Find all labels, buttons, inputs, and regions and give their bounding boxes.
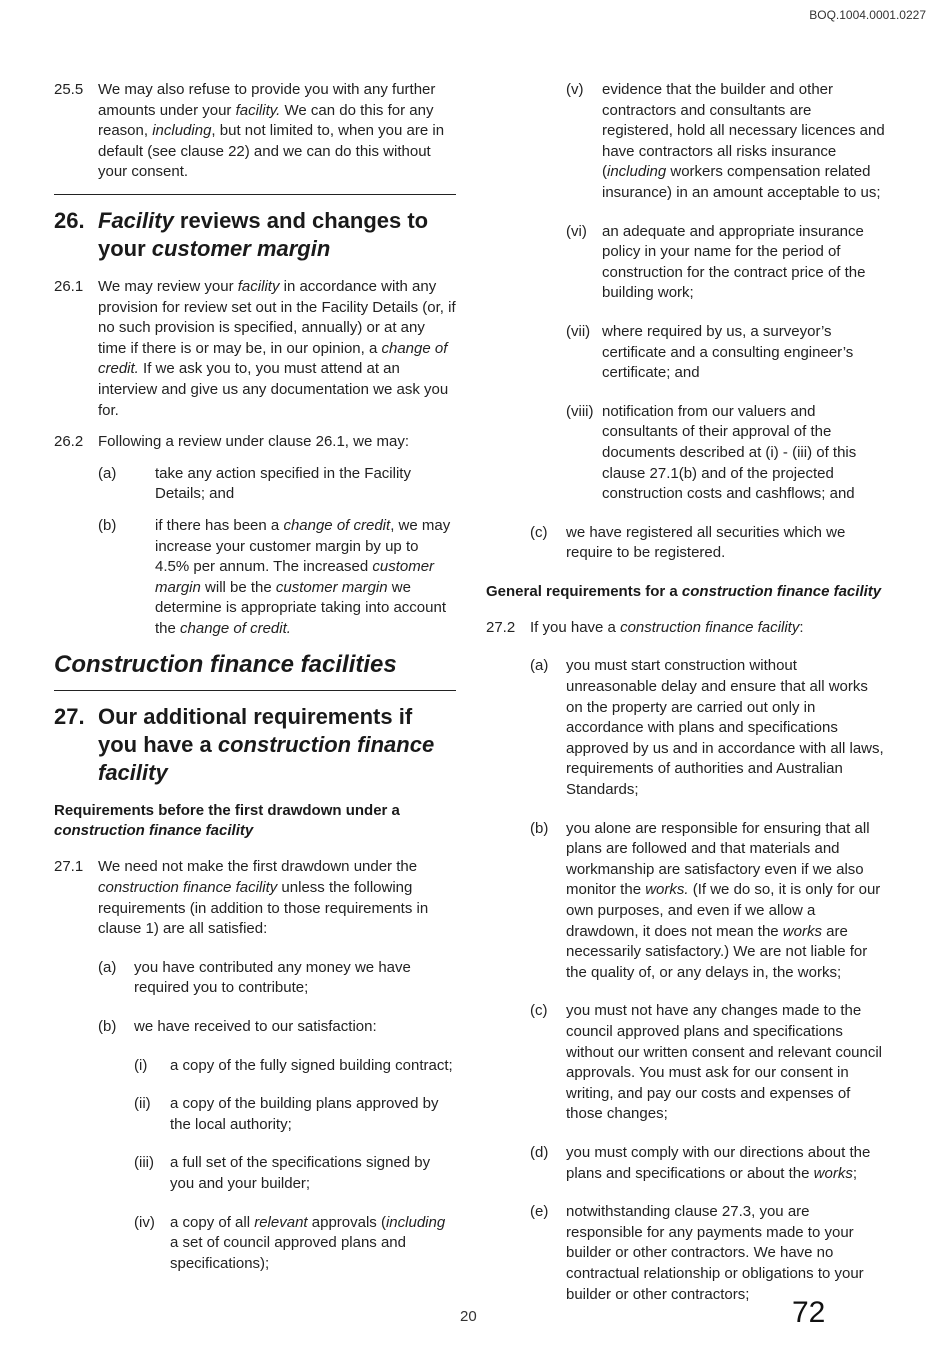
clause-27-2-e <box>486 1202 886 1305</box>
item-text: we have received to our satisfaction: <box>134 1018 377 1036</box>
item-label: (a) <box>98 464 117 482</box>
clause-26-1 <box>54 277 456 421</box>
clause-27-1-b-vii <box>486 322 886 384</box>
section-title: Construction finance facilities <box>54 651 397 679</box>
clause-27-2-d <box>486 1143 886 1184</box>
heading-26: 26. Facility reviews and changes to your customer margin <box>54 207 429 261</box>
clause-text: We need not make the first drawdown under the construction finance facility unless the following requirements (in addition to those requirements in clause 1) are all satisfied: <box>98 858 429 938</box>
clause-27-1-b-iv <box>54 1213 456 1275</box>
item-label: (e) <box>530 1203 549 1221</box>
heading-27: 27. Our additional requirements if you have a construction finance facility <box>54 704 435 786</box>
item-text: you must comply with our directions about the plans and specifications or about the works; <box>566 1143 871 1182</box>
clause-number: 27.1 <box>54 858 84 876</box>
item-label: (vii) <box>566 322 591 340</box>
clause-27-1 <box>54 857 456 939</box>
clause-27-1-c <box>486 523 886 564</box>
clause-number: 26.1 <box>54 277 84 295</box>
item-text: you have contributed any money we have required you to contribute; <box>134 958 411 997</box>
document-id: BOQ.1004.0001.0227 <box>809 8 926 22</box>
item-text: where required by us, a surveyor’s certificate and a consulting engineer’s certificate; and <box>602 322 854 382</box>
item-label: (iv) <box>134 1213 155 1231</box>
item-label: (a) <box>530 657 549 675</box>
item-text: take any action specified in the Facility Details; and <box>155 464 411 503</box>
item-text: evidence that the builder and other contractors and consultants are registered, hold all necessary licences and have contractors all risks insurance (including workers compensation related insurance) in an amount acceptable to us; <box>602 81 885 201</box>
clause-27-1-b <box>54 1017 456 1038</box>
clause-27-1-b-viii <box>486 402 886 505</box>
clause-25-5 <box>54 80 456 183</box>
item-label: (i) <box>134 1056 148 1074</box>
item-label: (vi) <box>566 222 587 240</box>
item-text: a copy of the fully signed building contract; <box>170 1056 453 1074</box>
left-column <box>54 80 456 1285</box>
item-text: notification from our valuers and consultants of their approval of the documents described at (i) - (iii) of this clause 27.1(b) and of the projected construction costs and cashflows; and <box>602 402 857 503</box>
clause-27-1-b-vi <box>486 222 886 304</box>
item-label: (ii) <box>134 1095 151 1113</box>
clause-27-1-b-iii <box>54 1153 456 1194</box>
clause-27-1-a <box>54 958 456 999</box>
item-text: we have registered all securities which we require to be registered. <box>566 523 846 562</box>
clause-text: Following a review under clause 26.1, we may: <box>98 433 409 451</box>
item-text: notwithstanding clause 27.3, you are responsible for any payments made to your builder or other contractors. We have no contractual relationship or obligations to your builder or other contractors; <box>566 1203 864 1303</box>
item-label: (iii) <box>134 1154 154 1172</box>
clause-27-1-b-i <box>54 1056 456 1077</box>
right-column <box>486 80 886 1316</box>
item-label: (a) <box>98 958 117 976</box>
clause-27-1-b-v <box>486 80 886 204</box>
item-label: (d) <box>530 1143 549 1161</box>
clause-26-2-a <box>54 464 456 505</box>
item-label: (c) <box>530 523 548 541</box>
item-text: a full set of the specifications signed by you and your builder; <box>170 1154 431 1192</box>
divider <box>54 690 456 691</box>
clause-number: 27.2 <box>486 618 516 636</box>
clause-text: If you have a construction finance facility: <box>530 618 804 636</box>
page-stamp: 72 <box>792 1296 826 1329</box>
item-text: a copy of all relevant approvals (including a set of council approved plans and specifications); <box>170 1213 446 1272</box>
item-text: an adequate and appropriate insurance policy in your name for the period of construction for the contract price of the building work; <box>602 222 866 302</box>
clause-27-1-b-ii <box>54 1094 456 1135</box>
item-label: (b) <box>98 516 117 534</box>
clause-26-2-b <box>54 516 456 640</box>
clause-27-2 <box>486 618 886 639</box>
item-label: (viii) <box>566 402 594 420</box>
clause-number: 26.2 <box>54 433 84 451</box>
clause-27-2-a <box>486 656 886 800</box>
clause-26-2 <box>54 432 456 453</box>
subheading-general-requirements: General requirements for a construction finance facility <box>486 582 882 600</box>
clause-text: We may also refuse to provide you with any further amounts under your facility. We can do this for any reason, including, but not limited to, when you are in default (see clause 22) and we can do this without your consent. <box>98 81 445 181</box>
item-label: (c) <box>530 1002 548 1020</box>
item-text: you must not have any changes made to the council approved plans and specifications without our written consent and relevant council approvals. You must ask for our consent in writing, and pay our costs and expenses of those changes; <box>566 1002 883 1123</box>
item-label: (v) <box>566 81 584 98</box>
page-number: 20 <box>460 1308 477 1325</box>
clause-text: We may review your facility in accordance with any provision for review set out in the Facility Details (or, if no such provision is specified, annually) or at any time if there is or may be, in our opinion, a change of credit. If we ask you to, you must attend at an interview and give us any documentation we ask you for. <box>98 277 456 419</box>
clause-27-2-b <box>486 819 886 984</box>
divider <box>54 194 456 195</box>
subheading-first-drawdown: Requirements before the first drawdown under a construction finance facility <box>54 802 400 840</box>
clause-number: 25.5 <box>54 81 84 98</box>
item-label: (b) <box>530 819 549 837</box>
item-text: you must start construction without unreasonable delay and ensure that all works on the property are carried out only in accordance with plans and specifications approved by us and in accordance with all laws, requirements of authorities and Australian Standards; <box>566 657 884 799</box>
clause-27-2-c <box>486 1001 886 1125</box>
item-text: if there has been a change of credit, we may increase your customer margin by up to 4.5% per annum. The increased customer margin will be the customer margin we determine is appropriate taking into account the change of credit. <box>155 516 451 637</box>
item-label: (b) <box>98 1018 117 1036</box>
item-text: you alone are responsible for ensuring that all plans are followed and that materials and workmanship are satisfactory even if we also monitor the works. (If we do so, it is only for our own purposes, and even if we allow a drawdown, it does not mean the works are necessarily satisfactory.) We are not liable for the quality of, or any delays in, the works; <box>566 819 881 981</box>
item-text: a copy of the building plans approved by the local authority; <box>170 1095 439 1133</box>
